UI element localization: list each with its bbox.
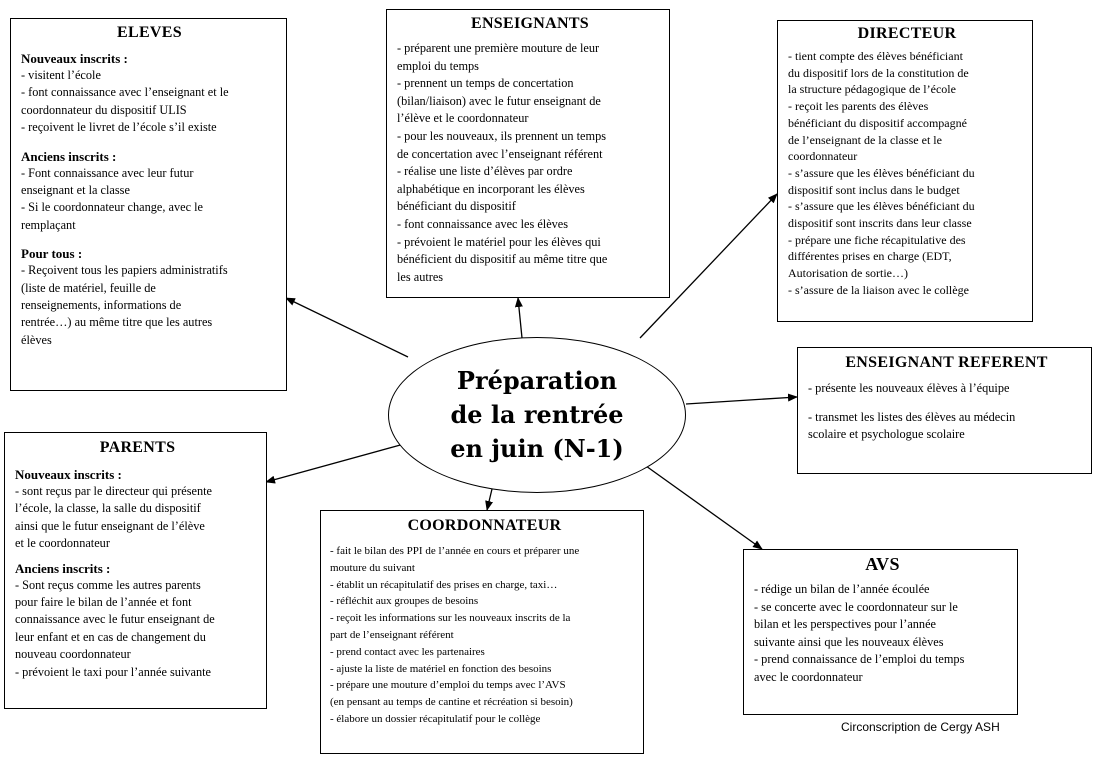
list-item: - élabore un dossier récapitulatif pour le collège: [330, 712, 541, 725]
list-item: - réalise une liste d’élèves par ordre: [397, 164, 573, 179]
list-item: (bilan/liaison) avec le futur enseignant de: [397, 93, 601, 108]
list-item: de concertation avec l’enseignant référent: [397, 146, 603, 161]
list-item: - fait le bilan des PPI de l’année en cours et préparer une: [330, 545, 580, 557]
parents-title: PARENTS: [99, 439, 176, 456]
list-item: - prépare une mouture d’emploi du temps avec l’AVS: [330, 679, 566, 692]
referent-list: [808, 380, 1085, 444]
list-item: - sont reçus par le directeur qui présente: [15, 484, 213, 498]
list-item: rentrée…) au même titre que les autres: [21, 315, 213, 330]
list-item: avec le coordonnateur: [754, 669, 863, 684]
list-item: - se concerte avec le coordonnateur sur le: [754, 599, 958, 614]
center-title-line: en juin (N-1): [450, 434, 624, 463]
eleves-all-heading: Pour tous :: [21, 246, 83, 262]
list-item: - font connaissance avec l’enseignant et le: [21, 85, 229, 100]
list-item: l’élève et le coordonnateur: [397, 111, 529, 126]
arrow-to-enseignants: [518, 298, 522, 338]
arrow-to-coordonnateur: [487, 489, 492, 510]
list-item: - préparent une première mouture de leur: [397, 41, 600, 55]
list-item: - font connaissance avec les élèves: [397, 216, 569, 231]
parents-old-list: [15, 577, 260, 681]
list-item: du dispositif lors de la constitution de: [788, 65, 969, 80]
list-item: élèves: [21, 332, 52, 347]
enseignants-list: [397, 40, 663, 286]
coordonnateur-box: [320, 510, 644, 754]
list-item: suivante ainsi que les nouveaux élèves: [754, 634, 944, 649]
enseignants-title: ENSEIGNANTS: [470, 15, 589, 32]
parents-old-heading: Anciens inscrits :: [15, 560, 111, 576]
list-item: - Sont reçus comme les autres parents: [15, 577, 201, 592]
list-item: bénéficient du dispositif au même titre que: [397, 252, 608, 267]
list-item: connaissance avec le futur enseignant de: [15, 612, 215, 627]
avs-box: [743, 549, 1018, 715]
list-item: - ajuste la liste de matériel en fonction des besoins: [330, 662, 552, 675]
list-item: - réfléchit aux groupes de besoins: [330, 595, 479, 608]
list-item: - transmet les listes des élèves au médecin: [808, 409, 1016, 424]
list-item: (en pensant au temps de cantine et récréation si besoin): [330, 696, 573, 709]
list-item: ainsi que le futur enseignant de l’élève: [15, 518, 205, 533]
referent-box: [797, 347, 1092, 474]
list-item: Autorisation de sortie…): [788, 266, 908, 281]
list-item: - pour les nouveaux, ils prennent un temps: [397, 128, 607, 143]
list-item: - établit un récapitulatif des prises en charge, taxi…: [330, 578, 558, 591]
list-item: et le coordonnateur: [15, 536, 110, 551]
list-item: emploi du temps: [397, 58, 479, 73]
list-item: enseignant et la classe: [21, 183, 130, 198]
referent-title: ENSEIGNANT REFERENT: [845, 354, 1048, 371]
eleves-all-list: [21, 262, 278, 349]
list-item: - rédige un bilan de l’année écoulée: [754, 582, 930, 596]
list-item: bénéficiant du dispositif: [397, 199, 516, 214]
list-item: - prévoient le taxi pour l’année suivante: [15, 664, 211, 679]
list-item: - reçoivent le livret de l’école s’il existe: [21, 120, 217, 135]
enseignants-box: [386, 9, 670, 298]
eleves-title: ELEVES: [117, 24, 182, 41]
list-item: (liste de matériel, feuille de: [21, 280, 156, 295]
list-item: - présente les nouveaux élèves à l’équipe: [808, 381, 1010, 395]
arrow-to-referent: [686, 397, 797, 404]
list-item: - prend contact avec les partenaires: [330, 645, 485, 658]
list-item: coordonnateur: [788, 149, 858, 164]
list-item: mouture du suivant: [330, 561, 415, 574]
parents-box: [4, 432, 267, 709]
list-item: - prépare une fiche récapitulative des: [788, 232, 966, 247]
avs-list: [754, 581, 1011, 687]
list-item: bénéficiant du dispositif accompagné: [788, 115, 967, 130]
avs-title: AVS: [865, 554, 900, 574]
parents-new-heading: Nouveaux inscrits :: [15, 467, 122, 482]
list-item: remplaçant: [21, 217, 76, 232]
list-item: dispositif sont inscrits dans leur classe: [788, 216, 972, 231]
list-item: - Reçoivent tous les papiers administratifs: [21, 263, 228, 278]
list-item: l’école, la classe, la salle du dispositif: [15, 501, 201, 516]
list-item: la structure pédagogique de l’école: [788, 82, 956, 97]
coordonnateur-list: [330, 543, 639, 728]
list-item: - prennent un temps de concertation: [397, 76, 574, 91]
coordonnateur-title: COORDONNATEUR: [407, 517, 562, 534]
list-item: - reçoit les parents des élèves: [788, 99, 929, 114]
arrow-to-eleves: [286, 298, 408, 357]
eleves-new-list: [21, 67, 278, 137]
parents-new-list: [15, 483, 260, 553]
eleves-new-heading: Nouveaux inscrits :: [21, 51, 128, 66]
list-item: pour faire le bilan de l’année et font: [15, 595, 192, 610]
directeur-list: [788, 48, 1026, 299]
directeur-box: [777, 20, 1033, 322]
list-item: - s’assure de la liaison avec le collège: [788, 282, 969, 297]
list-item: - reçoit les informations sur les nouveaux inscrits de la: [330, 612, 571, 625]
list-item: leur enfant et en cas de changement du: [15, 629, 206, 644]
list-item: - prévoient le matériel pour les élèves qui: [397, 234, 601, 249]
list-item: - prend connaissance de l’emploi du temps: [754, 652, 965, 667]
credit-text: Circonscription de Cergy ASH: [841, 720, 1000, 734]
list-item: différentes prises en charge (EDT,: [788, 249, 952, 264]
center-ellipse: [388, 337, 686, 493]
list-item: [808, 398, 1085, 409]
list-item: - tient compte des élèves bénéficiant: [788, 49, 963, 63]
arrow-to-avs: [646, 466, 762, 549]
list-item: coordonnateur du dispositif ULIS: [21, 102, 187, 117]
list-item: - Font connaissance avec leur futur: [21, 165, 194, 180]
list-item: les autres: [397, 269, 444, 284]
arrow-to-parents: [266, 444, 404, 482]
center-title-line: de la rentrée: [450, 400, 624, 429]
center-title-line: Préparation: [456, 366, 618, 395]
list-item: de l’enseignant de la classe et le: [788, 132, 942, 147]
eleves-old-list: [21, 165, 278, 235]
list-item: - s’assure que les élèves bénéficiant du: [788, 199, 975, 214]
list-item: - visitent l’école: [21, 68, 101, 82]
list-item: scolaire et psychologue scolaire: [808, 427, 965, 441]
eleves-box: [10, 18, 287, 391]
list-item: - Si le coordonnateur change, avec le: [21, 200, 203, 215]
directeur-title: DIRECTEUR: [857, 25, 957, 42]
list-item: bilan et les perspectives pour l’année: [754, 617, 936, 632]
eleves-old-heading: Anciens inscrits :: [21, 148, 117, 164]
list-item: alphabétique en incorporant les élèves: [397, 181, 585, 196]
list-item: dispositif sont inclus dans le budget: [788, 182, 960, 197]
center-title: [450, 364, 623, 466]
list-item: - s’assure que les élèves bénéficiant du: [788, 165, 975, 180]
list-item: part de l’enseignant référent: [330, 628, 454, 641]
list-item: renseignements, informations de: [21, 298, 182, 313]
list-item: nouveau coordonnateur: [15, 647, 131, 662]
